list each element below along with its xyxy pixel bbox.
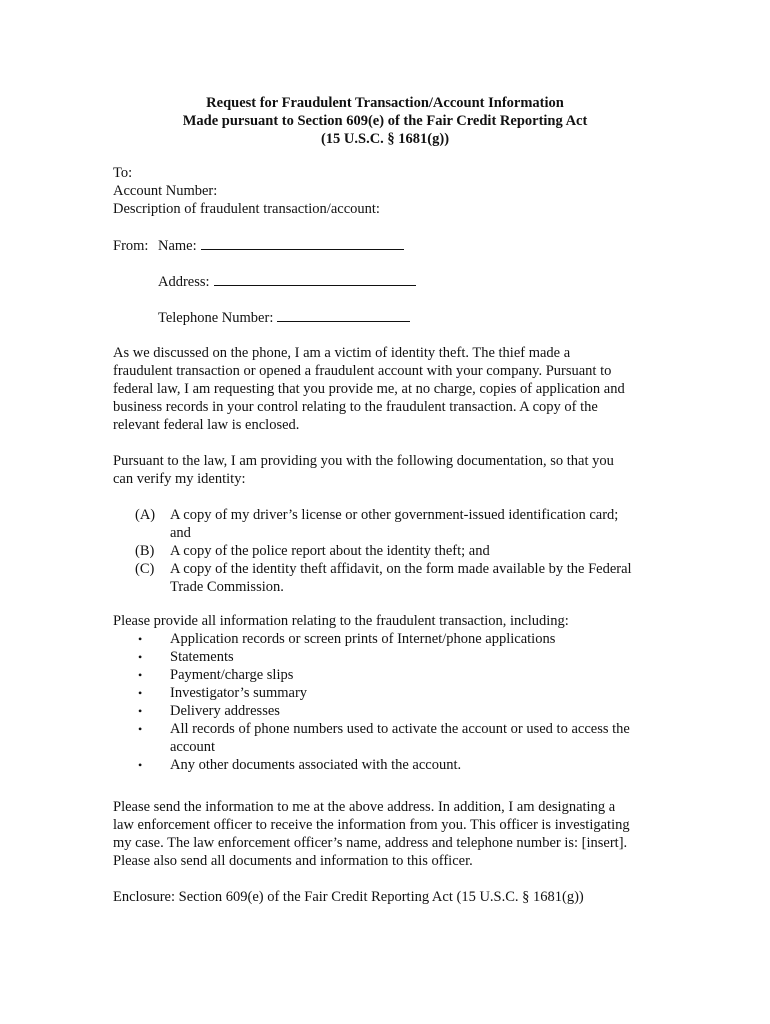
paragraph-line: Please provide all information relating to the fraudulent transaction, including: [113, 613, 569, 629]
item-text: A copy of the police report about the identity theft; and [170, 543, 490, 559]
documentation-item [135, 542, 675, 560]
item-text: Any other documents associated with the account. [170, 757, 462, 773]
paragraph-information-request [113, 612, 673, 630]
item-text: Trade Commission. [170, 579, 284, 595]
item-text: Investigator’s summary [170, 685, 308, 701]
bullet-icon: • [138, 758, 143, 772]
paragraph-line: my case. The law enforcement officer’s name, address and telephone number is: [insert]. [113, 835, 628, 851]
title-line-2: Made pursuant to Section 609(e) of the Fair Credit Reporting Act [182, 113, 588, 129]
paragraph-line: law enforcement officer to receive the information from you. This officer is investigating [113, 817, 630, 833]
item-text: Payment/charge slips [170, 667, 294, 683]
to-label: To: [113, 165, 133, 181]
requested-records-list [138, 630, 678, 774]
bullet-icon: • [138, 668, 143, 682]
paragraph-line: Please send the information to me at the above address. In addition, I am designating a [113, 799, 616, 815]
letter-title [0, 94, 770, 148]
item-text: A copy of the identity theft affidavit, on the form made available by the Federal [170, 561, 632, 577]
account-number-label: Account Number: [113, 183, 218, 199]
from-name-row [113, 236, 404, 255]
telephone-field-line[interactable] [277, 308, 410, 322]
paragraph-line: As we discussed on the phone, I am a victim of identity theft. The thief made a [113, 345, 571, 361]
list-item [138, 720, 678, 756]
name-field-line[interactable] [201, 236, 404, 250]
bullet-icon: • [138, 686, 143, 700]
item-marker: (B) [135, 543, 155, 559]
list-item [138, 630, 678, 648]
telephone-row [158, 308, 410, 327]
bullet-icon: • [138, 722, 143, 736]
item-text: and [170, 525, 191, 541]
enclosure-line: Enclosure: Section 609(e) of the Fair Credit Reporting Act (15 U.S.C. § 1681(g)) [113, 889, 584, 905]
item-marker: (C) [135, 561, 155, 577]
title-line-1: Request for Fraudulent Transaction/Account Information [206, 95, 564, 111]
list-item [138, 702, 678, 720]
from-label: From: [113, 238, 149, 254]
paragraph-line: Pursuant to the law, I am providing you with the following documentation, so that you [113, 453, 614, 469]
telephone-label: Telephone Number: [158, 310, 274, 326]
bullet-icon: • [138, 632, 143, 646]
paragraph-law-enforcement [113, 798, 673, 870]
paragraph-line: business records in your control relating to the fraudulent transaction. A copy of the [113, 399, 598, 415]
paragraph-documentation-intro [113, 452, 673, 488]
bullet-icon: • [138, 704, 143, 718]
documentation-item [135, 560, 675, 596]
paragraph-identity-theft [113, 344, 673, 434]
documentation-list [135, 506, 675, 596]
item-marker: (A) [135, 507, 156, 523]
paragraph-line: fraudulent transaction or opened a fraudulent account with your company. Pursuant to [113, 363, 612, 379]
paragraph-line: relevant federal law is enclosed. [113, 417, 300, 433]
recipient-block [113, 164, 673, 218]
item-text: Statements [170, 649, 234, 665]
address-field-line[interactable] [214, 272, 416, 286]
item-text: All records of phone numbers used to activate the account or used to access the [170, 721, 630, 737]
item-text: A copy of my driver’s license or other government-issued identification card; [170, 507, 619, 523]
item-text: account [170, 739, 216, 755]
address-label: Address: [158, 274, 210, 290]
description-label: Description of fraudulent transaction/account: [113, 201, 380, 217]
list-item [138, 756, 678, 774]
paragraph-line: can verify my identity: [113, 471, 246, 487]
item-text: Application records or screen prints of Internet/phone applications [170, 631, 556, 647]
documentation-item [135, 506, 675, 542]
list-item [138, 684, 678, 702]
title-line-3: (15 U.S.C. § 1681(g)) [320, 131, 450, 147]
address-row [158, 272, 416, 291]
list-item [138, 648, 678, 666]
paragraph-line: federal law, I am requesting that you provide me, at no charge, copies of application and [113, 381, 625, 397]
bullet-icon: • [138, 650, 143, 664]
list-item [138, 666, 678, 684]
item-text: Delivery addresses [170, 703, 280, 719]
name-label: Name: [158, 238, 197, 254]
paragraph-line: Please also send all documents and information to this officer. [113, 853, 473, 869]
